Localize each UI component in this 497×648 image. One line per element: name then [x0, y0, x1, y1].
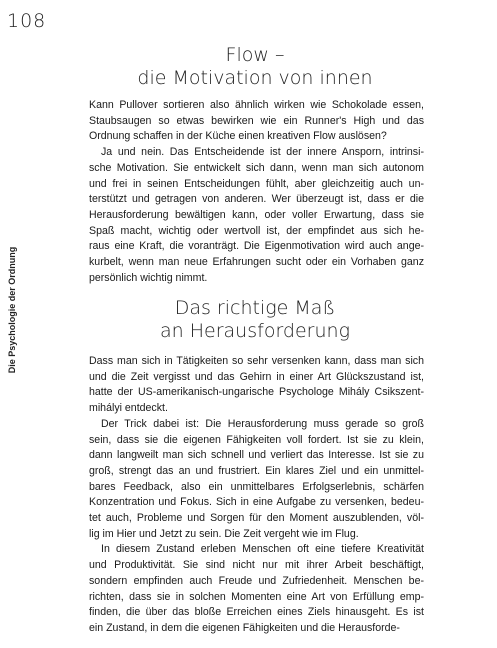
text-line: und Produktivität. Sie sind nicht nur mit ihrer Arbeit beschäftigt, — [89, 559, 424, 572]
text-line: Konzentration und Fokus. Sich in eine Aufgabe zu versenken, bedeu- — [89, 496, 424, 509]
text-line: kurbelt, wenn man neue Erfahrungen sucht oder ein Vorhaben ganz — [89, 256, 424, 269]
running-head — [2, 230, 22, 390]
text-line: sein, dass sie die eigenen Fähigkeiten voll fordert. Ist sie zu klein, — [89, 433, 424, 446]
text-line: Ordnung schaffen in der Küche einen kreativen Flow auslösen? — [89, 130, 387, 143]
text-line: Der Trick dabei ist: Die Herausforderung muss gerade so groß — [101, 417, 424, 430]
text-line: finden, die über das bloße Erreichen eines Ziels hinausgeht. Es ist — [89, 606, 424, 619]
section-heading-challenge — [90, 297, 420, 343]
text-line: bares Feedback, also ein unmittelbares Erfolgserlebnis, schärfen — [89, 480, 424, 493]
text-line: raus eine Kraft, die voranträgt. Die Eigenmotivation wird auch ange- — [89, 240, 424, 253]
text-line: Dass man sich in Tätigkeiten so sehr versenken kann, dass man sich — [89, 355, 424, 367]
text-line: persönlich wichtig nimmt. — [89, 271, 208, 284]
body-text-flow — [89, 98, 424, 286]
heading-line: Das richtige Maß — [174, 297, 336, 319]
text-line: hatte der US-amerikanisch-ungarische Psychologe Mihály Csikszent- — [89, 386, 424, 399]
text-line: sondern empfinden auch Freude und Zufriedenheit. Menschen be- — [89, 574, 424, 587]
text-line: mihályi entdeckt. — [89, 402, 168, 415]
text-line: tet auch, Probleme und Sorgen für den Moment auszublenden, völ- — [89, 512, 424, 525]
body-text-challenge — [89, 354, 424, 637]
text-line: dann langweilt man sich schnell und verliert das Interesse. Ist sie zu — [89, 449, 424, 462]
section-heading-flow — [90, 44, 420, 90]
heading-line: Flow – — [225, 44, 285, 66]
text-line: Kann Pullover sortieren also ähnlich wirken wie Schokolade essen, — [89, 99, 424, 111]
text-line: terstützt und getragen von anderen. Wer überzeugt ist, dass er die — [89, 193, 424, 206]
text-line: Staubsaugen so etwas bewirken wie ein Runner's High und das — [89, 114, 424, 127]
text-line: groß, strengt das an und frustriert. Ein klares Ziel und ein unmittel- — [89, 464, 424, 477]
text-line: In diesem Zustand erleben Menschen oft eine tiefere Kreativität — [101, 543, 424, 556]
text-line: und frei in seinen Entscheidungen fühlt, aber gleichzeitig auch un- — [89, 177, 424, 190]
text-line: Ja und nein. Das Entscheidende ist der innere Ansporn, intrinsi- — [101, 146, 424, 159]
running-head-text: Die Psychologie der Ordnung — [7, 246, 17, 374]
text-line: ein Zustand, in dem die eigenen Fähigkeiten und die Herausforde- — [89, 621, 400, 634]
text-line: lig im Hier und Jetzt zu sein. Die Zeit vergeht wie im Flug. — [89, 527, 359, 540]
text-line: und die Zeit vergisst und das Gehirn in einer Art Glückszustand ist, — [89, 370, 424, 383]
page-number: 108 — [7, 10, 47, 32]
text-line: richten, dass sie in solchen Momenten eine Art von Erfüllung emp- — [89, 590, 424, 603]
heading-line: die Motivation von innen — [137, 67, 373, 89]
text-line: sche Motivation. Sie entwickelt sich dann, wenn man sich autonom — [89, 161, 424, 174]
text-line: Spaß macht, wichtig oder wertvoll ist, der empfindet aus sich he- — [89, 224, 424, 237]
text-line: Herausforderung bewältigen kann, oder voller Erwartung, dass sie — [89, 208, 424, 221]
heading-line: an Herausforderung — [160, 320, 350, 342]
